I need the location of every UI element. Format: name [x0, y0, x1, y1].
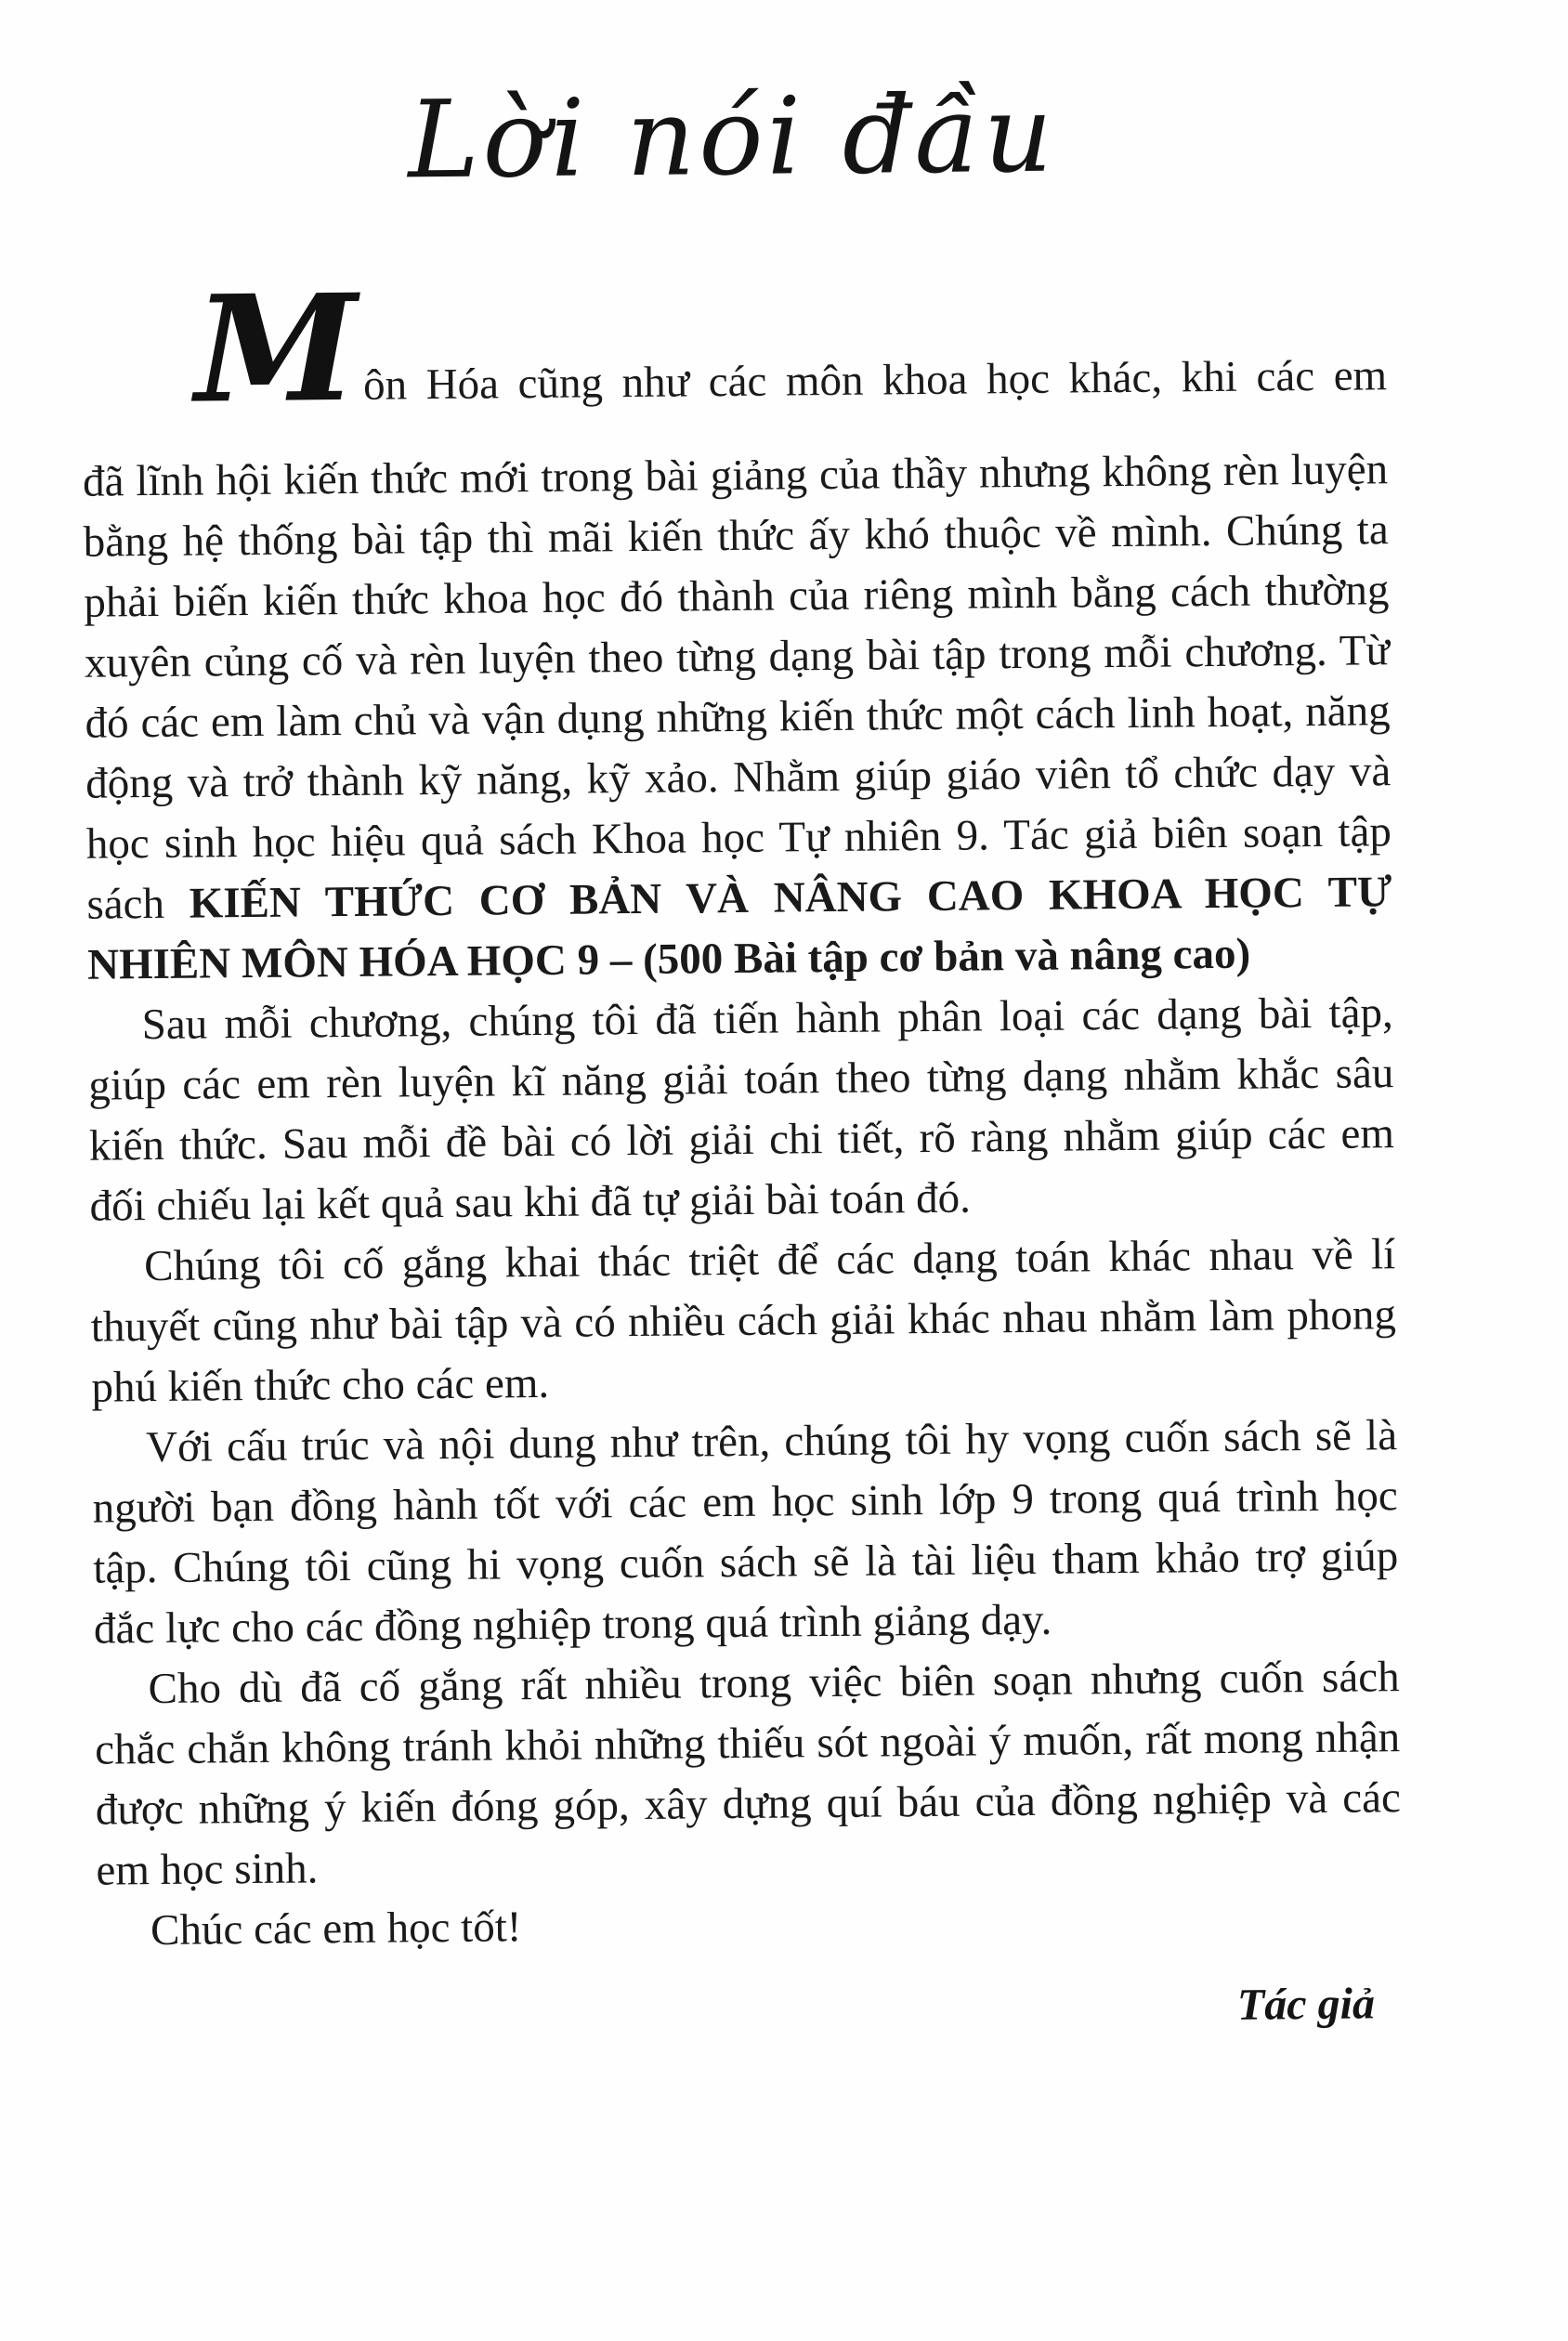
paragraph: Chúng tôi cố gắng khai thác triệt để các dạng toán khác nhau về lí thuyết cũng như bài tập và có nhiều cách giải khác nhau nhằm làm phong phú kiến thức cho các em.: [90, 1229, 1397, 1412]
dropcap-letter: M: [193, 262, 359, 437]
opening-line-text: ôn Hóa cũng như các môn khoa học khác, khi các em: [362, 350, 1388, 410]
book-title-bold-text: KIẾN THỨC CƠ BẢN VÀ NÂNG CAO KHOA HỌC TỰ NHIÊN MÔN HÓA HỌC 9 – (500 Bài tập cơ bản và nâng cao): [86, 867, 1392, 989]
page-content: [79, 72, 1403, 2046]
author-signature: Tác giả: [1236, 1978, 1376, 2030]
opening-line: [82, 262, 1388, 437]
paragraph: Sau mỗi chương, chúng tôi đã tiến hành phân loại các dạng bài tập, giúp các em rèn luyện kĩ năng giải toán theo từng dạng nhằm khắc sâu kiến thức. Sau mỗi đề bài có lời giải chi tiết, rõ ràng nhằm giúp các em đối chiếu lại kết quả sau khi đã tự giải bài toán đó.: [88, 987, 1395, 1231]
paragraph-opening-text: đã lĩnh hội kiến thức mới trong bài giảng của thầy nhưng không rèn luyện bằng hệ thống bài tập thì mãi kiến thức ấy khó thuộc về mình. Chúng ta phải biến kiến thức khoa học đó thành của riêng mình bằng cách thường xuyên củng cố và rèn luyện theo từng dạng bài tập trong mỗi chương. Từ đó các em làm chủ và vận dụng những kiến thức một cách linh hoạt, năng động và trở thành kỹ năng, kỹ xảo. Nhằm giúp giáo viên tổ chức dạy và học sinh học hiệu quả sách Khoa học Tự nhiên 9. Tác giả biên soạn tập sách: [82, 444, 1392, 929]
paragraph-closing-wish: Chúc các em học tốt!: [150, 1902, 522, 1955]
preface-body: [82, 262, 1403, 2046]
paragraph: Cho dù đã cố gắng rất nhiều trong việc biên soạn nhưng cuốn sách chắc chắn không tránh khỏi những thiếu sót ngoài ý muốn, rất mong nhận được những ý kiến đóng góp, xây dựng quí báu của đồng nghiệp và các em học sinh.: [94, 1652, 1402, 1895]
paragraph-opening: [83, 439, 1393, 995]
page-title: Lời nói đầu: [407, 72, 1057, 203]
paragraph: Với cấu trúc và nội dung như trên, chúng tôi hy vọng cuốn sách sẽ là người bạn đồng hành tốt với các em học sinh lớp 9 trong quá trình học tập. Chúng tôi cũng hi vọng cuốn sách sẽ là tài liệu tham khảo trợ giúp đắc lực cho các đồng nghiệp trong quá trình giảng dạy.: [92, 1410, 1399, 1654]
